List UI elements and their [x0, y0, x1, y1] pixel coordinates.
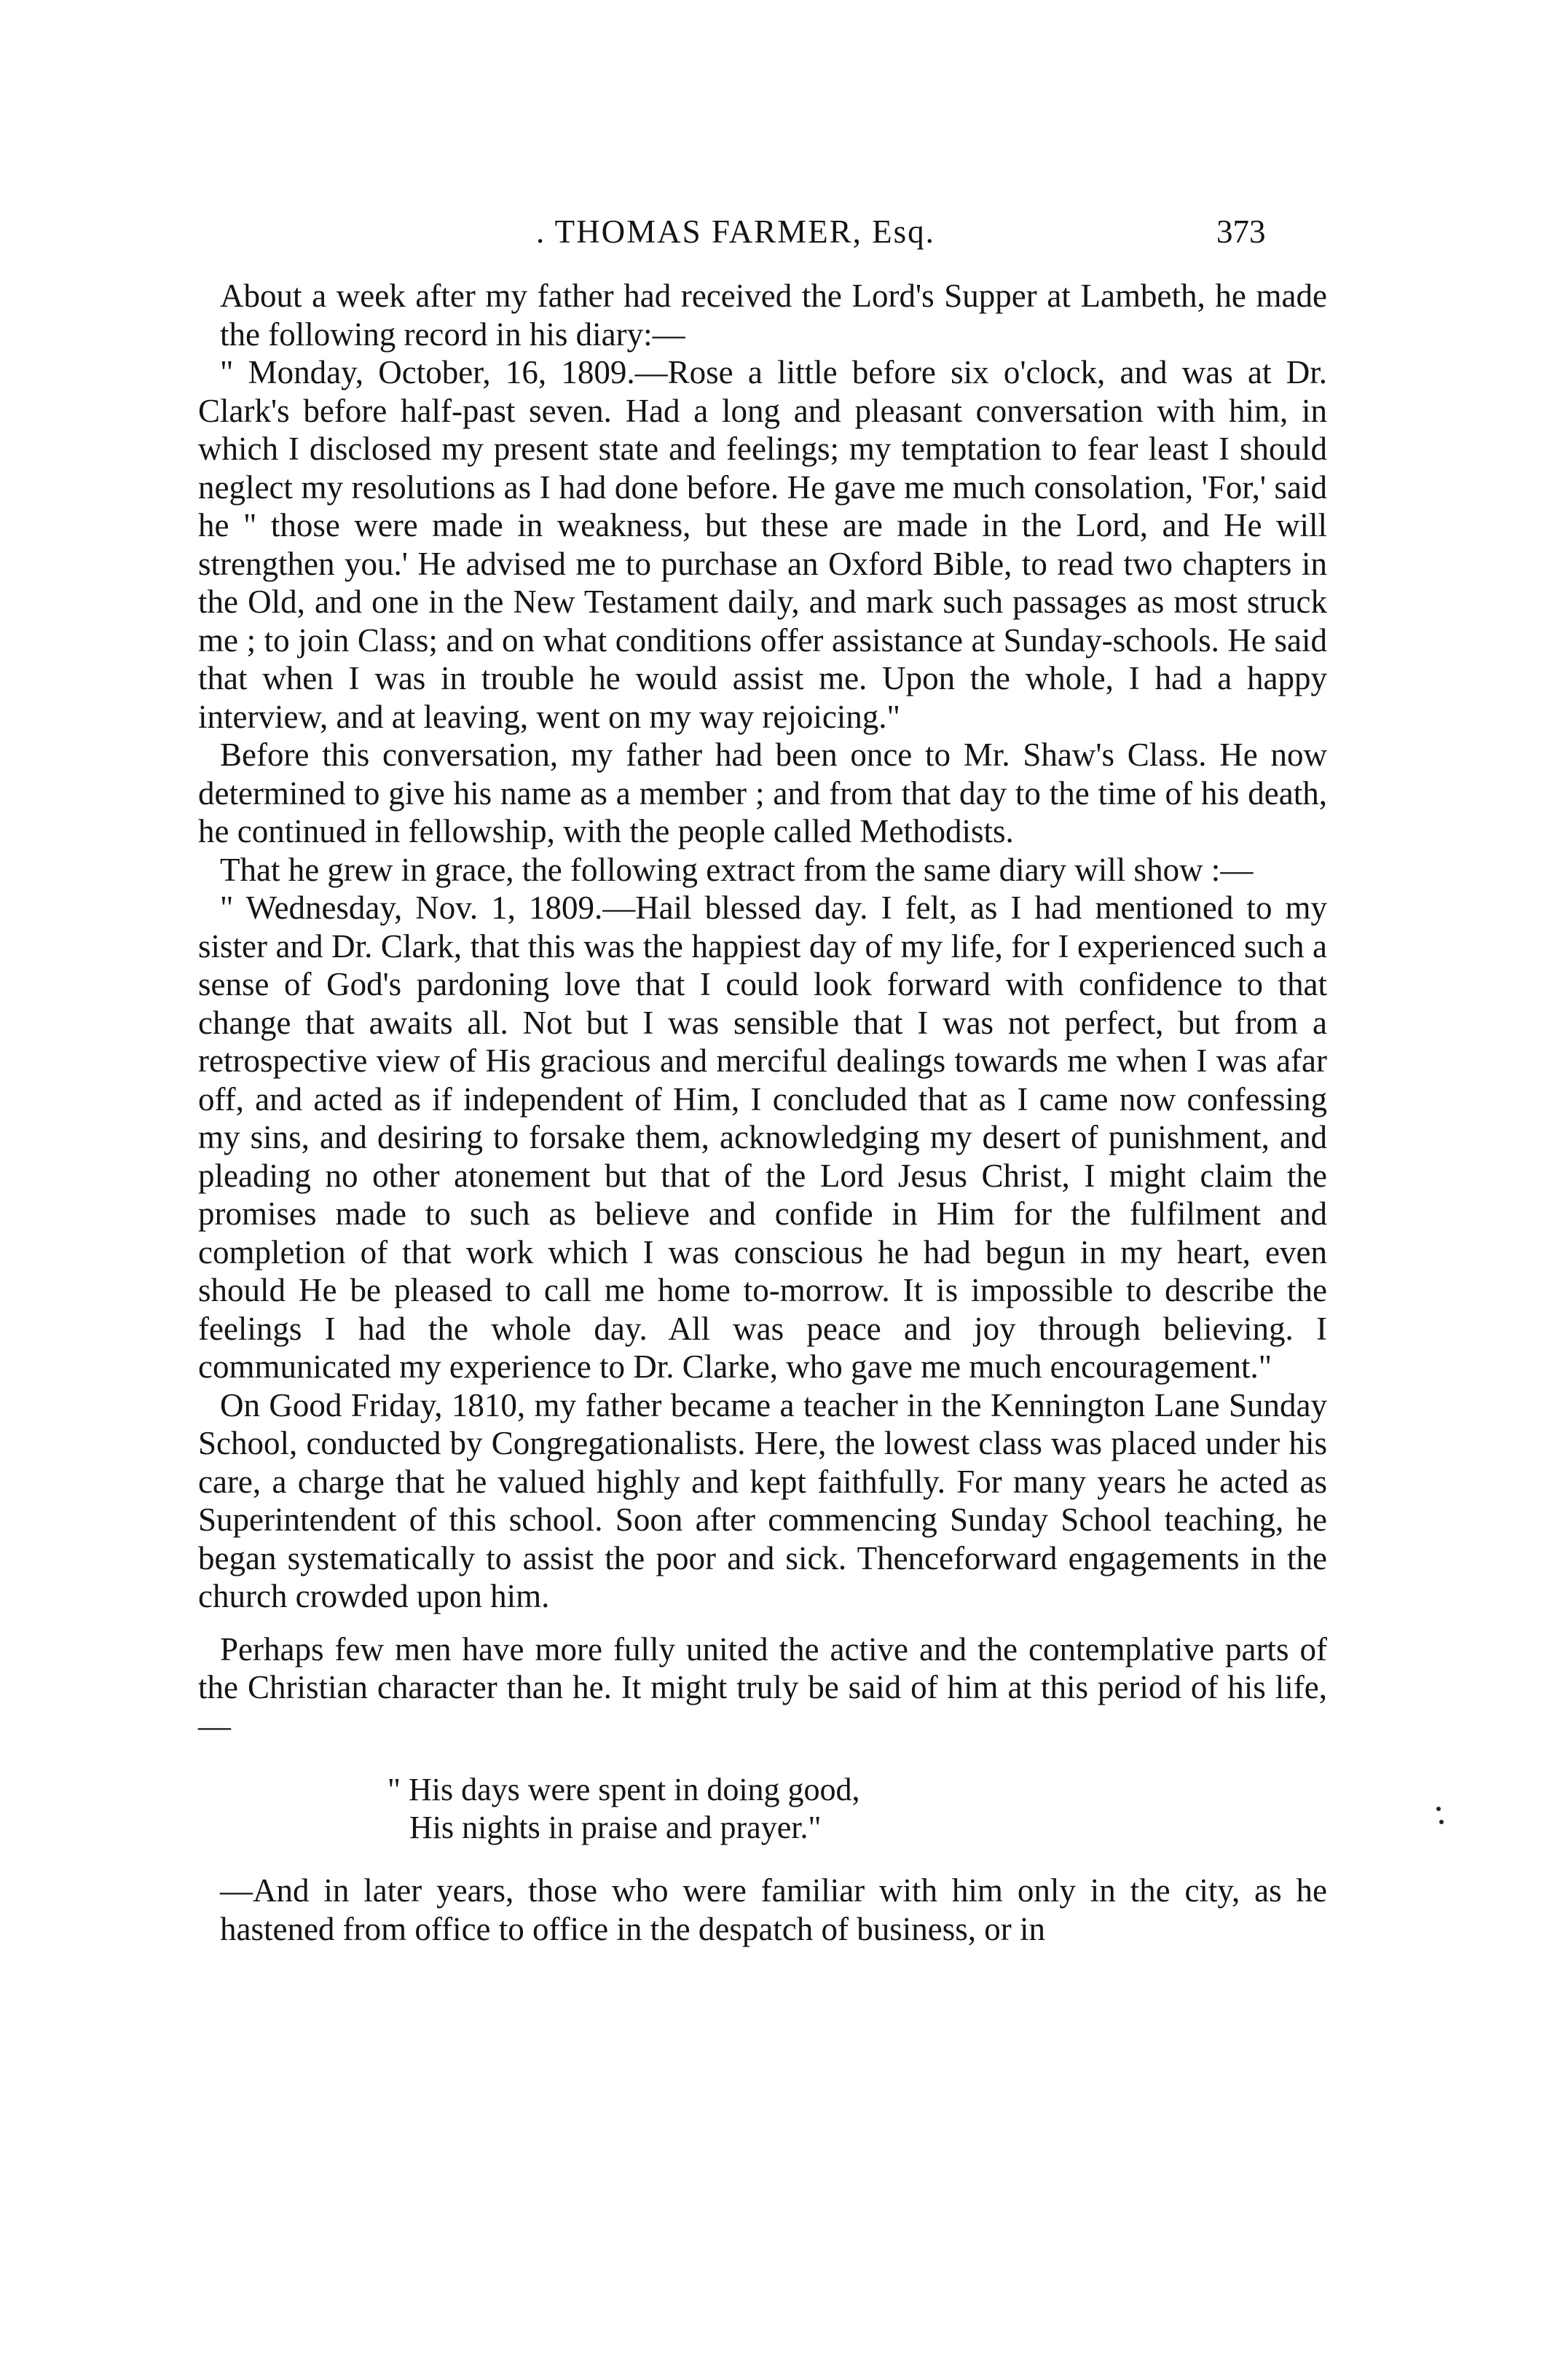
body-text: [198, 277, 1327, 1948]
paragraph-diary-wednesday: " Wednesday, Nov. 1, 1809.—Hail blessed day. I felt, as I had mentioned to my sister and Dr. Clark, that this was the happiest day of my life, for I experienced such a sense of God's pardoning love that I could look forward with confidence to that change that awaits all. Not but I was sensible that I was not perfect, but from a retrospective view of His gracious and merciful dealings towards me when I was afar off, and acted as if independent of Him, I concluded that as I came now confessing my sins, and desiring to forsake them, acknowledging my desert of punishment, and pleading no other atonement but that of the Lord Jesus Christ, I might claim the promises made to such as believe and confide in Him for the fulfilment and completion of that work which I was conscious he had begun in my heart, even should He be pleased to call me home to-morrow. It is impossible to describe the feelings I had the whole day. All was peace and joy through believing. I communicated my experience to Dr. Clarke, who gave me much encouragement.": [198, 889, 1327, 1385]
paragraph-shaw-class: Before this conversation, my father had been once to Mr. Shaw's Class. He now determined to give his name as a member ; and from that day to the time of his death, he continued in fellowship, with the people called Methodists.: [198, 737, 1327, 849]
verse-quotation: [198, 1771, 1327, 1847]
paragraph-closing: —And in later years, those who were familiar with him only in the city, as he hastened from office to office in the despatch of business, or in: [220, 1872, 1327, 1947]
running-head: [0, 211, 1558, 270]
verse-line: His nights in praise and prayer.": [409, 1810, 822, 1845]
verse-line: " His days were spent in doing good,: [387, 1772, 860, 1807]
page-number: 373: [1216, 213, 1266, 250]
paragraph-good-friday: On Good Friday, 1810, my father became a teacher in the Kennington Lane Sunday School, conducted by Congregationalists. Here, the lowest class was placed under his care, a charge that he valued highly and kept faithfully. For many years he acted as Superintendent of this school. Soon after commencing Sunday School teaching, he began systematically to assist the poor and sick. Thenceforward engagements in the church crowded upon him.: [198, 1386, 1327, 1614]
paragraph-grace: That he grew in grace, the following extract from the same diary will show :—: [220, 851, 1254, 888]
running-head-title: . THOMAS FARMER, Esq.: [536, 213, 935, 250]
paragraph-diary-intro: About a week after my father had received the Lord's Supper at Lambeth, he made the following record in his diary:—: [220, 278, 1327, 353]
margin-ink-mark: [1436, 1807, 1445, 1829]
paragraph-character: Perhaps few men have more fully united the active and the contemplative parts of the Christian character than he. It might truly be said of him at this period of his life,—: [198, 1630, 1327, 1744]
paragraph-diary-monday: " Monday, October, 16, 1809.—Rose a little before six o'clock, and was at Dr. Clark's before half-past seven. Had a long and pleasant conversation with him, in which I disclosed my present state and feelings; my temptation to fear least I should neglect my resolutions as I had done before. He gave me much consolation, 'For,' said he " those were made in weakness, but these are made in the Lord, and He will strengthen you.' He advised me to purchase an Oxford Bible, to read two chapters in the Old, and one in the New Testament daily, and mark such passages as most struck me ; to join Class; and on what conditions offer assistance at Sunday-schools. He said that when I was in trouble he would assist me. Upon the whole, I had a happy interview, and at leaving, went on my way rejoicing.": [198, 354, 1327, 735]
